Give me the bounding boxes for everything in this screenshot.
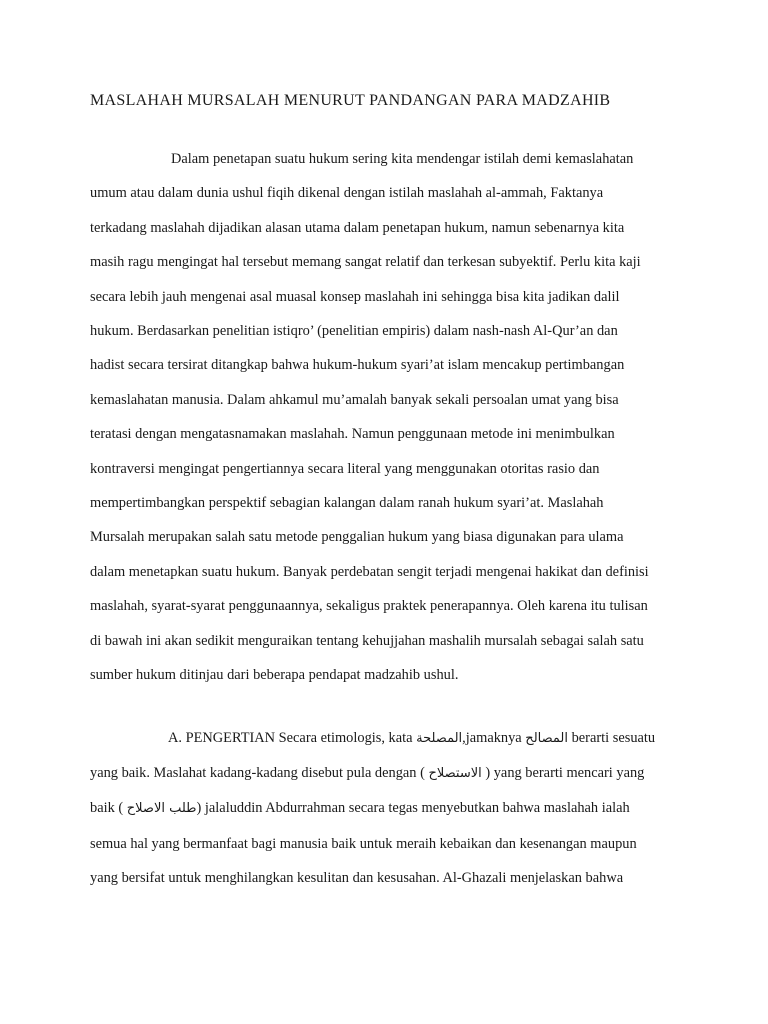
- paragraph-line: maslahah, syarat-syarat penggunaannya, sekaligus praktek penerapannya. Oleh karena itu tulisan: [90, 598, 648, 615]
- paragraph-line: Mursalah merupakan salah satu metode penggalian hukum yang biasa digunakan para ulama: [90, 529, 624, 546]
- arabic-term: المصلحة: [416, 730, 463, 746]
- arabic-term: المصالح: [525, 730, 568, 746]
- paragraph-line: kemaslahatan manusia. Dalam ahkamul mu’amalah banyak sekali persoalan umat yang bisa: [90, 391, 619, 408]
- section-a-pengertian: [90, 721, 680, 896]
- paragraph-line: dalam menetapkan suatu hukum. Banyak perdebatan sengit terjadi mengenai hakikat dan definisi: [90, 563, 649, 580]
- text-run: baik (: [90, 800, 127, 817]
- paragraph-line: sumber hukum ditinjau dari beberapa pendapat madzahib ushul.: [90, 667, 459, 684]
- paragraph-line: di bawah ini akan sedikit menguraikan tentang kehujjahan mashalih mursalah sebagai salah satu: [90, 632, 644, 649]
- text-run: A. PENGERTIAN Secara etimologis, kata: [168, 729, 417, 746]
- paragraph-spacer: [90, 693, 680, 721]
- section-a-line: semua hal yang bermanfaat bagi manusia baik untuk meraih kebaikan dan kesenangan maupun: [90, 835, 637, 852]
- paragraph-line: masih ragu mengingat hal tersebut memang sangat relatif dan terkesan subyektif. Perlu kita kaji: [90, 254, 641, 271]
- paragraph-line: hukum. Berdasarkan penelitian istiqro’ (penelitian empiris) dalam nash-nash Al-Qur’an dan: [90, 323, 618, 340]
- paragraph-line: umum atau dalam dunia ushul fiqih dikenal dengan istilah maslahah al-ammah, Faktanya: [90, 185, 604, 202]
- arabic-term: طلب الاصلاح: [126, 801, 197, 817]
- text-run: ) jalaluddin Abdurrahman secara tegas menyebutkan bahwa maslahah ialah: [196, 800, 630, 817]
- paragraph-line: kontraversi mengingat pengertiannya secara literal yang menggunakan otoritas rasio dan: [90, 460, 600, 477]
- paragraph-line: secara lebih jauh mengenai asal muasal konsep maslahah ini sehingga bisa kita jadikan dalil: [90, 288, 620, 305]
- arabic-term: الاستصلاح: [428, 765, 482, 781]
- text-run: yang baik. Maslahat kadang-kadang disebut pula dengan (: [90, 764, 429, 781]
- paragraph-line: hadist secara tersirat ditangkap bahwa hukum-hukum syari’at islam mencakup pertimbangan: [90, 357, 625, 374]
- section-a-line: [90, 756, 680, 791]
- paragraph-line: teratasi dengan mengatasnamakan maslahah. Namun penggunaan metode ini menimbulkan: [90, 426, 615, 443]
- paragraph-intro: [90, 142, 680, 693]
- paragraph-line: mempertimbangkan perspektif sebagian kalangan dalam ranah hukum syari’at. Maslahah: [90, 495, 604, 512]
- paragraph-line: Dalam penetapan suatu hukum sering kita mendengar istilah demi kemaslahatan: [171, 151, 634, 167]
- text-run: ,jamaknya: [462, 729, 526, 746]
- section-a-line: [90, 791, 680, 826]
- text-run: ) yang berarti mencari yang: [481, 764, 645, 781]
- paragraph-line: terkadang maslahah dijadikan alasan utama dalam penetapan hukum, namun sebenarnya kita: [90, 219, 625, 236]
- document-title: MASLAHAH MURSALAH MENURUT PANDANGAN PARA MADZAHIB: [90, 92, 611, 109]
- section-a-line: yang bersifat untuk menghilangkan kesulitan dan kesusahan. Al-Ghazali menjelaskan bahwa: [90, 870, 624, 887]
- section-a-line: [90, 721, 680, 756]
- text-run: berarti sesuatu: [567, 729, 656, 746]
